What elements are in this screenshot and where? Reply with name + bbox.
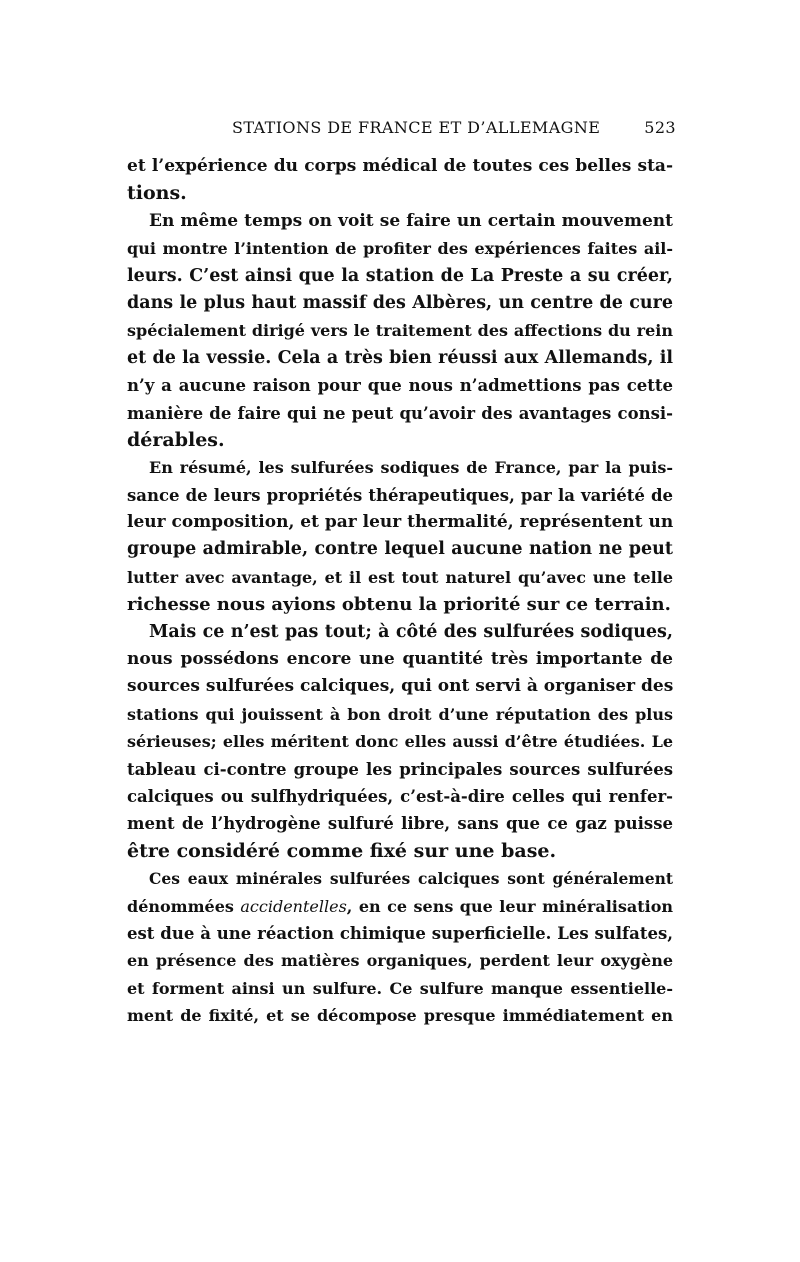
text-line: tableau ci-contre groupe les principales sources sulfurées bbox=[127, 759, 673, 779]
text-segment: dénommées bbox=[127, 896, 241, 916]
text-segment: , en ce sens que leur minéralisation bbox=[346, 896, 673, 916]
text-line: ment de l’hydrogène sulfuré libre, sans que ce gaz puisse bbox=[127, 814, 673, 834]
text-line: n’y a aucune raison pour que nous n’admettions pas cette bbox=[127, 376, 673, 396]
paragraph-start-line: Ces eaux minérales sulfurées calciques sont généralement bbox=[149, 869, 673, 889]
text-line: tions. bbox=[127, 182, 187, 205]
text-line: et forment ainsi un sulfure. Ce sulfure manque essentielle- bbox=[127, 978, 673, 998]
paragraph-start-line: Mais ce n’est pas tout; à côté des sulfurées sodiques, bbox=[149, 621, 673, 642]
paragraph-start-line: En même temps on voit se faire un certain mouvement bbox=[149, 210, 673, 231]
text-line: ment de fixité, et se décompose presque immédiatement en bbox=[127, 1006, 673, 1026]
text-line: spécialement dirigé vers le traitement des affections du rein bbox=[127, 321, 673, 341]
body-text bbox=[127, 153, 673, 1030]
text-line: leurs. C’est ainsi que la station de La Preste a su créer, bbox=[127, 265, 673, 286]
text-line: nous possédons encore une quantité très importante de bbox=[127, 649, 673, 670]
text-line: qui montre l’intention de profiter des expériences faites ail- bbox=[127, 239, 673, 259]
running-head bbox=[232, 118, 676, 142]
page-number: 523 bbox=[644, 118, 676, 137]
text-line: groupe admirable, contre lequel aucune nation ne peut bbox=[127, 539, 673, 560]
text-line: richesse nous ayions obtenu la priorité sur ce terrain. bbox=[127, 594, 671, 616]
text-line: être considéré comme fixé sur une base. bbox=[127, 839, 557, 862]
text-line: dans le plus haut massif des Albères, un centre de cure bbox=[127, 292, 673, 313]
text-line: sance de leurs propriétés thérapeutiques, par la variété de bbox=[127, 485, 673, 505]
text-line: lutter avec avantage, et il est tout naturel qu’avec une telle bbox=[127, 567, 673, 587]
text-line: calciques ou sulfhydriquées, c’est-à-dire celles qui renfer- bbox=[127, 786, 673, 806]
text-line-with-italic bbox=[127, 893, 673, 920]
text-line: manière de faire qui ne peut qu’avoir des avantages consi- bbox=[127, 403, 673, 423]
text-line: sources sulfurées calciques, qui ont servi à organiser des bbox=[127, 676, 673, 697]
italic-term: accidentelles bbox=[240, 896, 347, 916]
running-title: STATIONS DE FRANCE ET D’ALLEMAGNE bbox=[232, 118, 601, 137]
text-line: est due à une réaction chimique superficielle. Les sulfates, bbox=[127, 923, 673, 943]
text-line: en présence des matières organiques, perdent leur oxygène bbox=[127, 951, 673, 971]
paragraph-start-line: En résumé, les sulfurées sodiques de France, par la puis- bbox=[149, 458, 673, 478]
text-line: leur composition, et par leur thermalité, représentent un bbox=[127, 512, 673, 533]
text-line: stations qui jouissent à bon droit d’une réputation des plus bbox=[127, 704, 673, 724]
text-line: dérables. bbox=[127, 428, 225, 451]
text-line: et de la vessie. Cela a très bien réussi aux Allemands, il bbox=[127, 347, 673, 368]
text-line: et l’expérience du corps médical de toutes ces belles sta- bbox=[127, 156, 673, 176]
text-line: sérieuses; elles méritent donc elles aussi d’être étudiées. Le bbox=[127, 732, 673, 752]
